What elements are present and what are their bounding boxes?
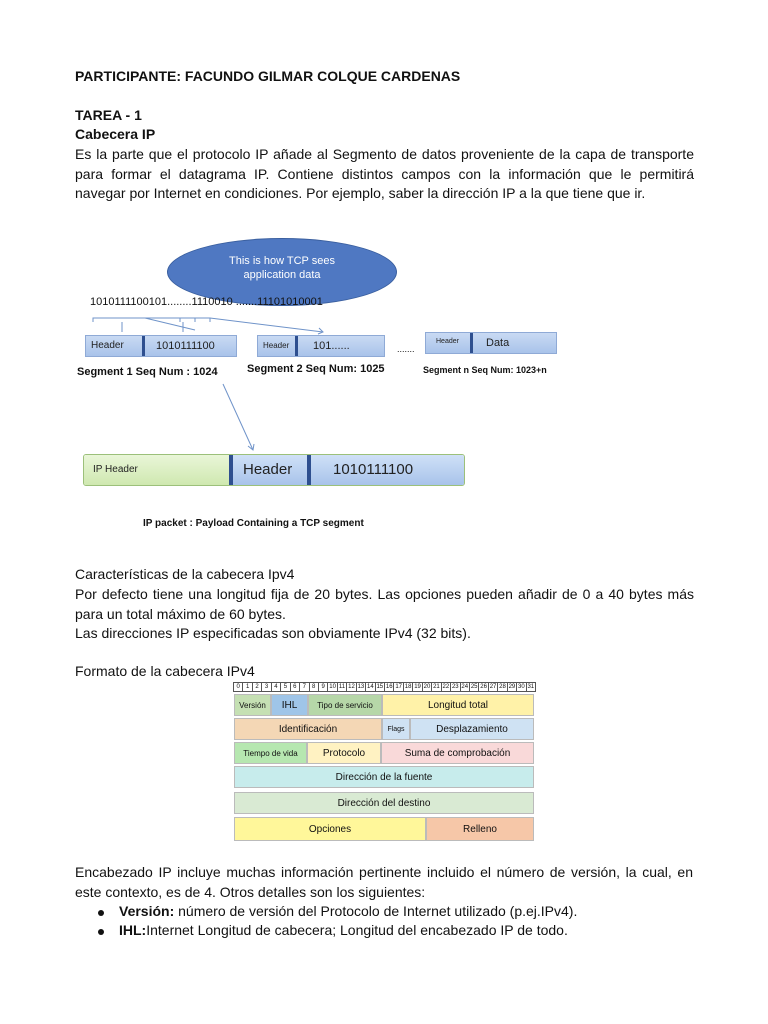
bit-ruler-cell: 20 [423, 684, 431, 690]
segments-ellipsis: ....... [397, 344, 415, 354]
field-checksum: Suma de comprobación [381, 742, 534, 764]
field-padding: Relleno [426, 817, 534, 841]
ip-divider-2 [307, 455, 311, 485]
bit-ruler-cell: 8 [309, 682, 319, 692]
segment-n-data: Data [486, 337, 510, 349]
task-heading: TAREA - 1 [75, 107, 142, 123]
callout-line-1: This is how TCP sees [229, 255, 335, 267]
segment-n-header-label: Header [436, 338, 459, 345]
callout-line-2: application data [243, 269, 321, 281]
arrow-to-ip-packet [223, 384, 253, 450]
bullet-ihl-term: IHL: [119, 922, 147, 938]
intro-paragraph [75, 145, 694, 204]
segment-2-divider [295, 336, 298, 356]
bit-ruler-cell: 29 [508, 684, 516, 690]
segment-n-label: Segment n Seq Num: 1023+n [423, 365, 547, 375]
ip-divider-1 [229, 455, 233, 485]
characteristics-line-3: Las direcciones IP especificadas son obviamente IPv4 (32 bits). [75, 625, 471, 641]
ip-header-label: IP Header [93, 464, 138, 475]
ip-packet-caption: IP packet : Payload Containing a TCP segment [143, 518, 364, 529]
field-source-address: Dirección de la fuente [234, 766, 534, 788]
bit-ruler-cell: 22 [442, 684, 450, 690]
segment-2-label: Segment 2 Seq Num: 1025 [247, 363, 385, 375]
figure-connectors [75, 222, 565, 542]
segment-1-header-label: Header [91, 340, 124, 351]
bullet-version [119, 902, 577, 922]
intro-line-1: Es la parte que el protocolo IP añade al Segmento de datos proveniente de la capa de transporte [75, 146, 694, 162]
field-options: Opciones [234, 817, 426, 841]
field-identification: Identificación [234, 718, 382, 740]
bit-ruler-cell: 13 [357, 684, 365, 690]
bit-ruler-cell: 31 [527, 684, 535, 690]
bit-ruler-cell: 4 [271, 682, 281, 692]
bit-ruler-cell: 9 [318, 682, 328, 692]
participant-heading: PARTICIPANTE: FACUNDO GILMAR COLQUE CARDENAS [75, 68, 461, 84]
characteristics-paragraph [75, 585, 694, 644]
segment-2-header-label: Header [263, 341, 290, 350]
segment-n-divider [470, 333, 473, 353]
field-destination-address: Dirección del destino [234, 792, 534, 814]
bit-ruler-cell: 27 [489, 684, 497, 690]
encabezado-paragraph [75, 863, 693, 902]
bit-ruler-cell: 23 [451, 684, 459, 690]
characteristics-line-1: Por defecto tiene una longitud fija de 20 bytes. Las opciones pueden añadir de 0 a 40 bytes más [75, 586, 694, 602]
encabezado-line-2: este contexto, es de 4. Otros detalles son los siguientes: [75, 883, 426, 900]
field-type-of-service: Tipo de servicio [308, 694, 382, 716]
field-protocol: Protocolo [307, 742, 381, 764]
ipv4-header-figure [233, 682, 535, 844]
bullet-version-text: número de versión del Protocolo de Internet utilizado (p.ej.IPv4). [174, 903, 578, 919]
bullet-dot-1 [98, 910, 104, 916]
intro-line-3: navegar por Internet en condiciones. Por ejemplo, saber la dirección IP a la que tiene que ir. [75, 185, 646, 201]
encabezado-line-1: Encabezado IP incluye muchas información pertinente incluido el número de versión, la cual, en [75, 864, 693, 880]
bit-ruler-cell: 15 [376, 684, 384, 690]
tcp-header-label: Header [243, 461, 293, 478]
bit-ruler-cell: 12 [348, 684, 355, 690]
bit-ruler-cell: 10 [329, 684, 336, 690]
tcp-segmentation-figure [75, 222, 565, 542]
bit-ruler-cell: 25 [470, 684, 478, 690]
bullet-dot-2 [98, 929, 104, 935]
bit-ruler-cell: 1 [242, 682, 252, 692]
bullet-ihl-text: Internet Longitud de cabecera; Longitud del encabezado IP de todo. [146, 922, 568, 938]
bit-ruler-cell: 21 [433, 684, 440, 690]
bit-ruler-cell: 14 [367, 684, 374, 690]
bit-ruler-cell: 24 [461, 684, 469, 690]
bit-ruler-cell: 17 [395, 684, 402, 690]
bullet-ihl [119, 921, 568, 941]
segment-2-data: 101...... [313, 340, 350, 352]
characteristics-line-2: para un total máximo de 60 bytes. [75, 605, 286, 622]
field-fragment-offset: Desplazamiento [410, 718, 534, 740]
segment-1-data: 1010111100 [156, 340, 215, 352]
bit-ruler-cell: 19 [414, 684, 421, 690]
bit-ruler-cell: 6 [290, 682, 300, 692]
field-ihl: IHL [271, 694, 308, 716]
segment-1-label: Segment 1 Seq Num : 1024 [77, 366, 218, 378]
format-title: Formato de la cabecera IPv4 [75, 663, 255, 679]
section-title: Cabecera IP [75, 126, 156, 142]
bit-ruler-cell: 18 [404, 684, 412, 690]
segment-1-divider [142, 336, 145, 356]
field-ttl: Tiempo de vida [234, 742, 307, 764]
bit-ruler [233, 682, 535, 692]
tcp-segment-section [229, 455, 464, 485]
bit-ruler-cell: 28 [499, 684, 506, 690]
segment-2-box [257, 335, 385, 357]
tcp-data-label: 1010111100 [333, 461, 414, 478]
bit-ruler-cell: 7 [299, 682, 309, 692]
bit-ruler-cell: 16 [385, 684, 393, 690]
bullet-version-term: Versión: [119, 903, 175, 919]
arrow-to-segment2 [210, 318, 323, 332]
bit-ruler-cell: 2 [252, 682, 262, 692]
ip-header-section [84, 455, 229, 485]
arrow-to-segment1-data [145, 318, 195, 330]
bit-ruler-cell: 5 [280, 682, 290, 692]
field-version: Versión [234, 694, 271, 716]
segment-n-box [425, 332, 557, 354]
bit-ruler-cell: 11 [337, 682, 347, 692]
bit-ruler-cell: 26 [480, 684, 487, 690]
ip-packet-bar [83, 454, 465, 486]
bitstream-text: 1010111100101........1110010 .......11101010001 [90, 296, 323, 308]
intro-line-2: para formar el datagrama IP. Contiene distintos campos con la información que le permitirá [75, 165, 694, 182]
field-flags: Flags [382, 718, 410, 740]
bit-ruler-cell: 3 [261, 682, 271, 692]
field-total-length: Longitud total [382, 694, 534, 716]
bit-ruler-cell: 30 [518, 684, 525, 690]
characteristics-title: Características de la cabecera Ipv4 [75, 566, 295, 582]
segment-1-box [85, 335, 237, 357]
bit-ruler-cell: 0 [233, 682, 243, 692]
